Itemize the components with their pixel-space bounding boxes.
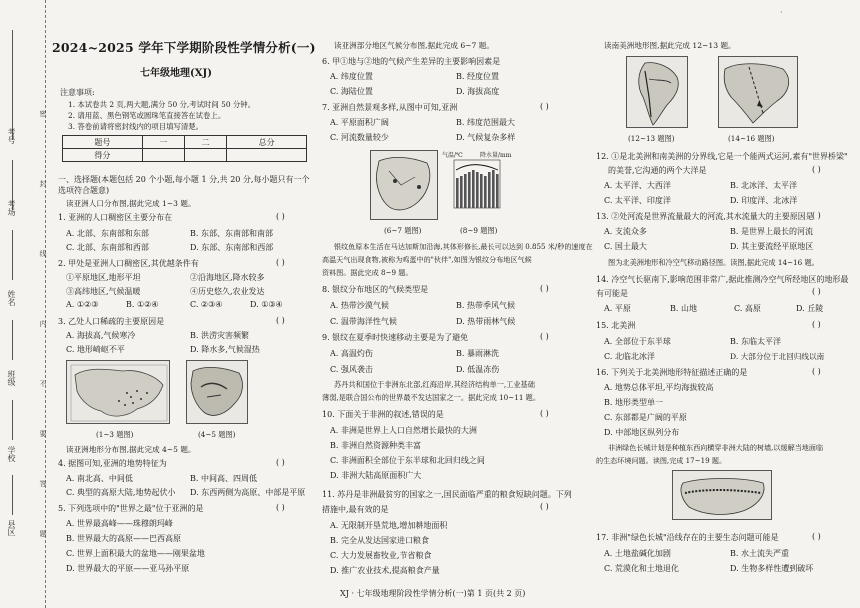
q1-option-b[interactable]: B. 东部、东南部和南部 <box>190 229 273 238</box>
exam-title: 2024~2025 学年下学期阶段性学情分析(一) <box>52 40 316 55</box>
score-table-row <box>63 136 307 149</box>
q2-item: ④历史悠久,农业发达 <box>190 287 265 296</box>
asia-climate-map <box>370 150 438 220</box>
binding-line <box>12 475 13 515</box>
answer-blank[interactable]: ( ) <box>812 532 821 541</box>
q15-option-c[interactable]: C. 北临北冰洋 <box>604 352 655 361</box>
note-item: 2. 请用蓝、黑色钢笔或圆珠笔直接答在试卷上。 <box>68 111 226 120</box>
q16-option-b[interactable]: B. 地形类型单一 <box>604 398 663 407</box>
q15-option-b[interactable]: B. 东临太平洋 <box>730 337 781 346</box>
q16-option-c[interactable]: C. 东部都是广阔的平原 <box>604 413 687 422</box>
answer-blank[interactable]: ( ) <box>812 287 821 296</box>
q16-option-a[interactable]: A. 地势总体平坦,平均海拔较高 <box>604 383 714 392</box>
score-cell: 二 <box>184 136 226 149</box>
q10-option-a[interactable]: A. 非洲是世界上人口自然增长最快的大洲 <box>330 426 477 435</box>
intro-text: 资料图。据此完成 8~9 题。 <box>322 268 413 277</box>
q11-option-d[interactable]: D. 推广农业技术,提高粮食产量 <box>330 566 440 575</box>
score-cell: 一 <box>142 136 184 149</box>
q14-option-b[interactable]: B. 山地 <box>670 304 697 313</box>
binding-margin <box>0 0 46 608</box>
q5-option-c[interactable]: C. 世界上面积最大的盆地——刚果盆地 <box>66 549 205 558</box>
q7-option-b[interactable]: B. 纬度范围最大 <box>456 118 515 127</box>
answer-blank[interactable]: ( ) <box>276 316 285 325</box>
answer-blank[interactable]: ( ) <box>812 165 821 174</box>
q5-option-b[interactable]: B. 世界最大的高原——巴西高原 <box>66 534 181 543</box>
question-11: 11. 苏丹是非洲最贫穷的国家之一,国民面临严重的粮食短缺问题。下列措施中,最有效的是 <box>322 490 572 514</box>
q10-option-b[interactable]: B. 非洲自然资源种类丰富 <box>330 441 421 450</box>
q14-option-c[interactable]: C. 高原 <box>734 304 761 313</box>
question-12-line2: 的美誉,它沟通的两个大洋是 <box>608 166 707 175</box>
intro-text: 高温天气出现食物,被称为鸡蛋中的"伙伴",如图为银纹分布地区气候 <box>322 255 532 264</box>
binding-label-school: 学校 <box>7 446 16 462</box>
answer-blank[interactable]: ( ) <box>540 102 549 111</box>
q1-option-a[interactable]: A. 北部、东南部和东部 <box>66 229 149 238</box>
q16-option-d[interactable]: D. 中部地区纵列分布 <box>604 428 680 437</box>
figure-caption: (4~5 题图) <box>198 430 236 439</box>
q7-option-a[interactable]: A. 平原面积广阔 <box>330 118 389 127</box>
question-17: 17. 非洲"绿色长城"沿线存在的主要生态问题可能是 <box>596 533 779 542</box>
q11-option-c[interactable]: C. 大力发展畜牧业,节省粮食 <box>330 551 432 560</box>
q13-option-d[interactable]: D. 其主要流经平原地区 <box>730 242 814 251</box>
answer-blank[interactable]: ( ) <box>276 212 285 221</box>
intro-text: 读亚洲部分地区气候分布图,据此完成 6~7 题。 <box>334 41 494 50</box>
question-12: 12. ①是北美洲和南美洲的分界线,它是一个能两式运河,素有"世界桥梁" <box>596 152 848 161</box>
answer-blank[interactable]: ( ) <box>540 284 549 293</box>
q12-option-c[interactable]: C. 太平洋、印度洋 <box>604 196 671 205</box>
asia-population-map <box>66 360 170 424</box>
q2-option-b[interactable]: B. ①②④ <box>126 300 159 309</box>
q15-option-d[interactable]: D. 大部分位于北回归线以南 <box>730 352 825 361</box>
q11-option-a[interactable]: A. 无限制开垦荒地,增加耕地面积 <box>330 521 448 530</box>
q12-option-d[interactable]: D. 印度洋、北冰洋 <box>730 196 798 205</box>
seal-mark: 封 <box>39 180 47 187</box>
south-america-map <box>626 56 688 128</box>
q7-option-c[interactable]: C. 河流数量较少 <box>330 133 389 142</box>
q13-option-a[interactable]: A. 支流众多 <box>604 227 647 236</box>
answer-blank[interactable]: ( ) <box>276 258 285 267</box>
figure-caption: (12~13 题图) <box>628 134 675 143</box>
question-2: 2. 甲处是亚洲人口稠密区,其优越条件有 <box>58 259 199 268</box>
q1-option-d[interactable]: D. 东部、东南部和西部 <box>190 243 274 252</box>
binding-label-exam-room: 考场 <box>7 200 16 216</box>
q17-option-d[interactable]: D. 生物多样性遭到破坏 <box>730 564 814 573</box>
q2-option-c[interactable]: C. ②③④ <box>190 300 223 309</box>
intro-text: 图为北美洲地形和冷空气移动路径图。读图,据此完成 14~16 题。 <box>608 258 819 267</box>
score-cell: 题号 <box>63 136 143 149</box>
q14-option-a[interactable]: A. 平原 <box>604 304 631 313</box>
question-16: 16. 下列关于北美洲地形特征描述正确的是 <box>596 368 748 377</box>
q17-option-b[interactable]: B. 水土流失严重 <box>730 549 789 558</box>
figure-caption: (8~9 题图) <box>460 226 498 235</box>
answer-blank[interactable]: ( ) <box>812 320 821 329</box>
answer-blank[interactable]: ( ) <box>812 211 821 220</box>
intro-text: 读亚洲人口分布图,据此完成 1~3 题。 <box>66 199 196 208</box>
q3-option-b[interactable]: B. 洪涝灾害频繁 <box>190 331 249 340</box>
score-cell: 得分 <box>63 149 143 162</box>
note-item: 3. 答卷前请将密封线内的项目填写清楚。 <box>68 122 204 131</box>
q8-option-d[interactable]: D. 热带雨林气候 <box>456 317 516 326</box>
climate-chart <box>446 150 508 220</box>
binding-line <box>12 400 13 440</box>
q3-option-a[interactable]: A. 海拔高,气候寒冷 <box>66 331 136 340</box>
q9-option-b[interactable]: B. 暴雨淋洗 <box>456 349 499 358</box>
q2-item: ③高纬地区,气候温暖 <box>66 287 141 296</box>
q12-option-a[interactable]: A. 太平洋、大西洋 <box>604 181 671 190</box>
chart-label-precipitation: 降水量/mm <box>480 152 512 159</box>
q8-option-c[interactable]: C. 温带海洋性气候 <box>330 317 397 326</box>
note-item: 1. 本试卷共 2 页,两大题,满分 50 分,考试时间 50 分钟。 <box>68 100 256 109</box>
q12-option-b[interactable]: B. 北冰洋、太平洋 <box>730 181 797 190</box>
question-14: 14. 冷空气长驱南下,影响范围非常广,据此推测冷空气所经地区的地形最有可能是 <box>596 275 849 298</box>
question-1: 1. 亚洲的人口稠密区主要分布在 <box>58 213 173 222</box>
score-input-cell[interactable] <box>227 149 307 162</box>
answer-blank[interactable]: ( ) <box>812 367 821 376</box>
q2-item: ①平原地区,地形平坦 <box>66 273 141 282</box>
seal-mark: 线 <box>39 250 47 257</box>
score-input-cell[interactable] <box>142 149 184 162</box>
q1-option-c[interactable]: C. 北部、东南部和西部 <box>66 243 149 252</box>
intro-text: 苏丹共和国位于非洲东北部,红海沿岸,其经济结构单一,工业基础 <box>334 380 535 389</box>
answer-blank[interactable]: ( ) <box>276 503 285 512</box>
q6-option-c[interactable]: C. 海陆位置 <box>330 87 373 96</box>
question-8: 8. 银纹分布地区的气候类型是 <box>322 285 429 294</box>
north-america-map <box>718 56 798 128</box>
africa-green-wall-map <box>672 470 772 520</box>
seal-mark: 不 <box>39 380 47 387</box>
question-13: 13. ②处河流是世界流量最大的河流,其水流量大的主要原因是 <box>596 212 814 221</box>
seal-mark: 密 <box>39 110 47 117</box>
section-heading: 一、选择题(本题包括 20 个小题,每小题 1 分,共 20 分,每小题只有一个选项符合题意) <box>58 175 310 195</box>
q6-option-a[interactable]: A. 纬度位置 <box>330 72 373 81</box>
q17-option-c[interactable]: C. 荒漠化和土地退化 <box>604 564 679 573</box>
figure-caption: (1~3 题图) <box>96 430 134 439</box>
figure-caption: (6~7 题图) <box>384 226 422 235</box>
q5-option-a[interactable]: A. 世界最高峰——珠穆朗玛峰 <box>66 519 173 528</box>
q13-option-c[interactable]: C. 国土最大 <box>604 242 647 251</box>
q2-item: ②沿海地区,降水较多 <box>190 273 265 282</box>
question-10: 10. 下面关于非洲的叙述,错误的是 <box>322 410 444 419</box>
score-table <box>62 135 307 162</box>
asia-terrain-map <box>186 360 248 424</box>
corner-mark: · <box>780 8 783 17</box>
score-table-row <box>63 149 307 162</box>
q5-option-d[interactable]: D. 世界最大的平原——亚马孙平原 <box>66 564 190 573</box>
q3-option-c[interactable]: C. 地形崎岖不平 <box>66 345 125 354</box>
seal-mark: 内 <box>39 320 47 327</box>
q8-option-b[interactable]: B. 热带季风气候 <box>456 301 515 310</box>
seal-mark: 要 <box>39 430 47 437</box>
q15-option-a[interactable]: A. 全部位于东半球 <box>604 337 671 346</box>
question-9: 9. 银纹在夏季时快速移动主要是为了避免 <box>322 333 469 342</box>
intro-text: 薄弱,是联合国公布的世界最不发达国家之一。据此完成 10~11 题。 <box>322 393 541 402</box>
q3-option-d[interactable]: D. 降水多,气候湿热 <box>190 345 260 354</box>
figure-caption: (14~16 题图) <box>728 134 775 143</box>
question-4: 4. 据图可知,亚洲的地势特征为 <box>58 459 167 468</box>
answer-blank[interactable]: ( ) <box>540 502 549 511</box>
intro-text: 的生态环境问题。读图,完成 17~19 题。 <box>596 456 727 465</box>
answer-blank[interactable]: ( ) <box>276 458 285 467</box>
q13-option-b[interactable]: B. 是世界上最长的河流 <box>730 227 813 236</box>
q9-option-d[interactable]: D. 低温冻伤 <box>456 365 500 374</box>
q4-option-d[interactable]: D. 东西两侧为高原、中部是平原 <box>190 488 306 497</box>
binding-label-class: 班级 <box>7 370 16 386</box>
question-6: 6. 甲①地与②地的气候产生差异的主要影响因素是 <box>322 57 501 66</box>
score-input-cell[interactable] <box>184 149 226 162</box>
binding-line <box>12 320 13 360</box>
q2-option-d[interactable]: D. ①③④ <box>250 300 283 309</box>
question-7: 7. 亚洲自然景观多样,从图中可知,亚洲 <box>322 103 458 112</box>
q6-option-b[interactable]: B. 经度位置 <box>456 72 499 81</box>
score-cell: 总分 <box>227 136 307 149</box>
q4-option-b[interactable]: B. 中间高、四周低 <box>190 474 257 483</box>
q8-option-a[interactable]: A. 热带沙漠气候 <box>330 301 389 310</box>
intro-text: 非洲绿色长城计划是种植东西向横穿非洲大陆的树墙,以缓解当地面临 <box>608 443 824 452</box>
binding-label-exam-number: 考号 <box>7 128 16 144</box>
q2-option-a[interactable]: A. ①②③ <box>66 300 99 309</box>
seal-mark: 答 <box>39 480 47 487</box>
q9-option-a[interactable]: A. 高温灼伤 <box>330 349 373 358</box>
page-footer: XJ · 七年级地理阶段性学情分析(一)第 1 页(共 2 页) <box>340 589 526 598</box>
q17-option-a[interactable]: A. 土地盐碱化加剧 <box>604 549 671 558</box>
q11-option-b[interactable]: B. 完全从发达国家进口粮食 <box>330 536 429 545</box>
binding-line <box>12 230 13 280</box>
binding-label-name: 姓名 <box>7 290 16 306</box>
question-15: 15. 北美洲 <box>596 321 636 330</box>
answer-blank[interactable]: ( ) <box>540 409 549 418</box>
seal-mark: 题 <box>39 530 47 537</box>
binding-label-district: 县区 <box>7 520 16 536</box>
notes-heading: 注意事项: <box>60 88 95 97</box>
q9-option-c[interactable]: C. 强风袭击 <box>330 365 373 374</box>
q7-option-d[interactable]: D. 气候复杂多样 <box>456 133 516 142</box>
binding-line <box>12 30 13 140</box>
question-3: 3. 乙处人口稀疏的主要原因是 <box>58 317 165 326</box>
intro-text: 银纹鱼原本生活在马达加斯加沿海,其体形修长,最长可以达到 0.855 米/秒的速度在 <box>334 242 593 251</box>
exam-subtitle: 七年级地理(XJ) <box>140 68 212 79</box>
answer-blank[interactable]: ( ) <box>540 332 549 341</box>
question-5: 5. 下列选项中的"世界之最"位于亚洲的是 <box>58 504 204 513</box>
q14-option-d[interactable]: D. 丘陵 <box>796 304 824 313</box>
q10-option-d[interactable]: D. 非洲大陆高原面积广大 <box>330 471 422 480</box>
intro-text: 读亚洲地形分布图,据此完成 4~5 题。 <box>66 445 196 454</box>
q10-option-c[interactable]: C. 非洲面积全部位于东半球和北回归线之间 <box>330 456 485 465</box>
chart-label-temperature: 气温/℃ <box>442 152 463 159</box>
q4-option-c[interactable]: C. 典型的高原大陆,地势起伏小 <box>66 488 176 497</box>
q4-option-a[interactable]: A. 南北高、中间低 <box>66 474 133 483</box>
intro-text: 读南美洲地形图,据此完成 12~13 题。 <box>604 41 736 50</box>
q6-option-d[interactable]: D. 海拔高度 <box>456 87 500 96</box>
